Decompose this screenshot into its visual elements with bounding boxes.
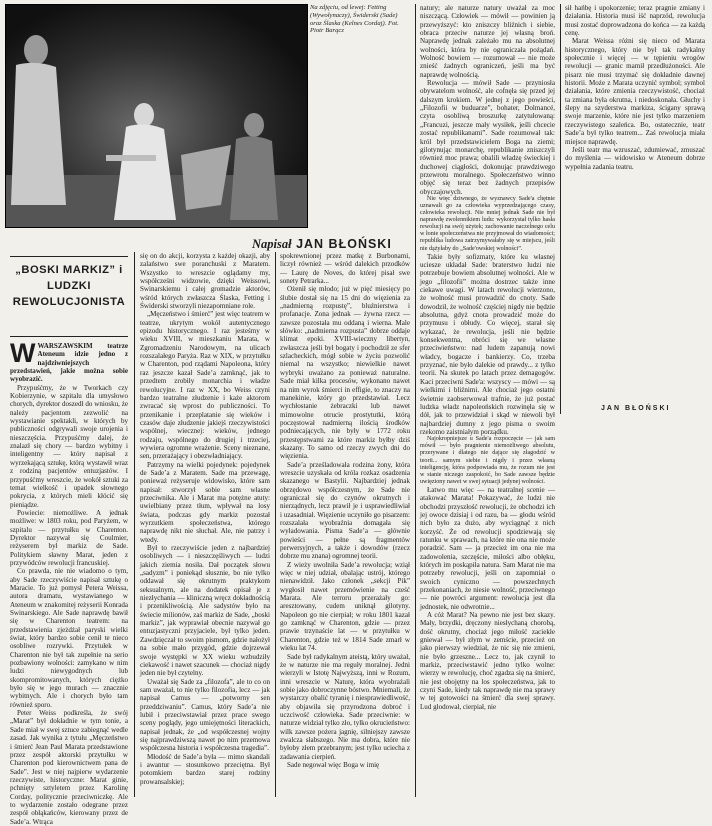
paragraph: Sade’a prześladowała rodzina żony, która wreszcie uzyskała od króla rozkaz osadzenia skazanego w Bastylii. Najbardziej jednak obrzędowo współczesnym, że Sade nie ograniczał się do czynów okrutnych i nierządnych, lecz prawił je i usprawiedliwiał i uzasadniał. Więzienie uczyniło go pisarzem: rozszalała wyobraźnia domagała się wyładowania. Pisma Sade’a — głównie powieści — pełne są fragmentów perwersyjnych, a także i dowodów (rzecz dobrze mu znana) ogromnej teorii. bbox=[280, 460, 410, 561]
article-column-3 bbox=[280, 252, 410, 797]
paragraph: Ożenił się młodo; już w pięć miesięcy po ślubie dostał się na 15 dni do więzienia za „nadmierną rozpustę”, bluźnierstwa i profanacje. Zona jednak — żywna rzecz — zawsze pozostała mu oddaną i wierna. Male słówko: „nadmierna rozpusta” dobrze oddaje klimat epoki. XVIII-wieczny libertyn, zwłaszcza jeśli był bogaty i pochodził ze sfer szlacheckich, mógł sobie w życiu pozwolić niemal na wszystko; niewielkie nawet wybryki uważano za ponieważ naturalne. Sade miał kilka procesów, wykonano nawet na nim wyrok śmierci in effigie, to znaczy na manekinie, który go przedstawiał. Lecz wychłostanie żebraczki lub nawet mimowolne otrucie prostytutki, którą poczęstował nadmierną ilością środków podniecających, nie były w 1772 roku przestępstwami za które markiz byłby dziś skazany. To samo od rzeczy zwych dni do więzienia. bbox=[280, 285, 410, 461]
headline-rule-top bbox=[10, 256, 128, 257]
column-divider bbox=[275, 252, 276, 797]
paragraph: A cóż Marat? Na pewno nie jest bez skazy. Mały, brzydki, dręczony niesłychaną chorobą, dość okrutny, chociaż jego miłość zaciekłe gniewał — był złym w zemście, przecież on jako pierwszy wiedział, że nic się nie zmieni, nie było grzeszne... Lecz to, jak czynił to markiz, przeciwstawić jedno tylko wolne: wierzy w rewolucję, choć zgadza się na śmierć, nie jest obojętny na los społeczeństwa, jak to czyni Sade, kiedy tak naprawdę nie ma sprawy w tej gotowości na śmierć dla swej sprawy. Lud głodował, cierpiał, nie bbox=[420, 611, 555, 711]
paragraph: Co prawda, nie nie wiadomo o tym, aby Sade rzeczywiście napisał sztukę o Maracie. To już pomysł Petera Weissa, autora dramatu, wystawianego w Ateneum w znakomitej reżyserii Konrada Swinarskiego. Ale Sade naprawdę bawił się w Charenton teatrem: na przedstawienia zjeżdżał paryski wielki świat, który bardzo sobie cenił te nieco osobliwe rozrywki. Przytułek w Charenton nie był tak zupełnie na serio pozbawiony wolności: zamykano w nim ludzi niewygodnych lub skompromitowanych, których ciężko było się w jego murach — znacznie wybitnych. Ale i chorych było tam również sporo. bbox=[10, 567, 128, 709]
paragraph: Patrzymy na wielki pojedynek: pojedynek de Sade’a z Maratem. Sade ma przewagę, ponieważ reżyseruje widowisko, które sam napisał: stworzył sobie sam własne przeciwnika. Ale i Marat ma potężne atuty: uwielbiany przez tłum, wpływał na losy świata, podczas gdy markiz pozostał wyrzutkiem społeczeństwa, którego naprawdę nikt nie słuchał. Ale, nie patrzy i wtedy. bbox=[140, 460, 270, 544]
byline-author: JAN BŁOŃSKI bbox=[296, 237, 392, 251]
paragraph: Młodość de Sade’a była — mimo skandali i awantur — stosunkowo przeciętna. Był potomkiem bardzo starej rodziny prowansalskiej; bbox=[140, 752, 270, 786]
scene-photo-image bbox=[6, 5, 307, 227]
dropcap: W bbox=[10, 338, 36, 368]
article-column-4 bbox=[420, 4, 555, 797]
column-divider bbox=[134, 252, 135, 797]
paragraph-small: Najokropniejsze u Sade'a rozpoczęcie — jak sam mówił — było pragnienie niemożliwego absolutu, przerywane i dlatego nie dające się złagodzić w teorii... samym siebie i nigdy i przez własną inteligencję, która podpowiada mu, że rozum nie jest w stanie niczego zaspokoić, bo Sade zawsze będzie uwięziony nawet w swej sytuacji jedynej wolności. bbox=[420, 436, 555, 485]
byline bbox=[252, 237, 392, 252]
article-column-2 bbox=[140, 252, 270, 797]
photo-caption: Na zdjęciu, od lewej: Fetting (Wywołynaczy), Świderski (Sade) oraz Ślaska (Kelnes Cordaj). Fot. Piotr Barącz bbox=[310, 4, 399, 35]
paragraph: „Męczeństwo i śmierć” jest więc teatrem w teatrze, ukrytym wokół autentycznego epizodu historycznego. I raz jesteśmy w wieku XVIII, w mieszkaniu Marata, w Zgromadzeniu Narodowym, na ulicach rozszalałego Paryża. Raz w XIX, w przytułku w Charenton, pod rządami Napoleona, który raz jeszcze kazał Sade’a zamknąć, jak to przedtem zrobiły monarchia i władze rewolucyjne. I raz w XX, bo Weiss czyni bardzo teatralne złudzenie i każe aktorom zwracać się wprost do publiczności. To przenikanie i przeplatanie się wieków i czasów daje złudzenie jakiejś rzeczywistości wspólnej, wiecznej: wieków, jednego rodzaju, wspólnego do drugiej i trzeciej, wywiera ogromne wrażenie. Sceny nieznane, sen, przerażający i obezwładniający. bbox=[140, 310, 270, 461]
paragraph: sił hańbę i upokorzenie; teraz pragnie zmiany i działania. Historia musi iść naprzód, rewolucja musi zostać doprowadzona do końca — za każdą cenę. bbox=[565, 4, 705, 38]
paragraph: Jeśli teatr ma wzruszać, zdumiewać, zmuszać do myślenia — widowisko w Ateneum dobrze wypełnia zadania teatru. bbox=[565, 145, 705, 171]
paragraph: Uważał się Sade za „filozofa”, ale to co on sam uważał, to nie tylko filozofia, lecz — jak napisał Camus — „potworny sen przeddziwaniu”. Camus, który Sade’a nie lubił i przeciwstawiał przez prace swego sceny poglądy, jego umiejętności literackich, napisał jednak, że „od współczesnej wojny się najprawdziwszą nawet po nim przemowa współczesna historia i współczesna tragedia”. bbox=[140, 677, 270, 753]
paragraph-small: Nie więc dziwnego, że wyznawcy Sade'a chętnie uznawali go za człowieka wyprzedzającego czasy, człowieka rewolucji. Nie mniej jednak Sade nie był naprawdę zwolennikiem ludu: wykorzystał tylko hasła rewolucji na swój użytek; zachowanie naczelnego celu w łonie społeczeństwa nie przyjmował do wiadomości; republika ludowa zatrzymywałaby się w miejscu, jeśli nie dążyłaby do „Sade'owskiej wolności”. bbox=[420, 195, 555, 252]
paragraph: Łatwo mu więc — na teatralnej scenie — atakować Marata! Pokazywać, że ludzi nie obchodzi przyszłość rewolucji, że obchodzi ich jej owoce dzisiaj i od razu, ba — głodu wśród nich było za dużo, aby wyciągnąć z nich korzyść. Że od rewolucji spodziewają się ratunku w sprawach, na które nie ona nie może poradzić. Sam — ja przecież im ona nie ma zadowolenia, szczęście, miłości albo obłęku, których im poskąpiła natura. Sam Marat nie ma potrzeby rewolucji, jeśli on zapomniał o swoich cyniczno — powszechnych przekonaniach, że niesie wolność, przeciwnego — nie powróci argument: rewolucja jest dla jednostek, nie odwrotnie... bbox=[420, 485, 555, 611]
paragraph: Przypuśćmy, że w Tworkach czy Kobierzynie, w szpitalu dla umysłowo chorych, dyrektor doszedł do wniosku, że należy pacjentom zezwolić na wystawianie spektakli, w których by publiczności odgrywali swoje urojenia i nieszczęścia. Przypuśćmy dalej, że znalazł się chory — bardzo wybitny i inteligentny — który napisał z wyrzekającą sztukę, którą wystawił wraz z rodziną pacjentów entuzjastów. I przypuśćmy wreszcie, że wokół sztuki za temat wielkość i upadek słownego pokrycia, z których mieli kłócić się pieniądze. bbox=[10, 383, 128, 509]
paragraph: Rewolucja — mówił Sade — przyniosła obywatelom wolność, ale cofnęła się przed jej dalszym krokiem. W jednej z jego powieści, „Filozofii w buduarze”, bohater, Dolmancé, czyta osobliwą broszurkę zatytułowaną: „Francuzi, jeszcze mały wysiłek, jeśli chcecie zostać republikanami”. Sade rozumował tak: król był przedstawicielem Boga na ziemi; gilotynując monarchę, republikanie zniszczyli również moc prawa; obalili władzę świeckiej i duchowej ciągłości, dokonując prawdziwego przewrotu moralnego. Społeczeństwo winno objęć się teraz bez żadnych przepisów obyczajowych. bbox=[420, 79, 555, 196]
headline-rule-bottom bbox=[10, 336, 128, 337]
paragraph: natury; ale naturze natury uważał za moc niszczącą. Człowiek — mówił — powinien ją przewyższyć: kto zniszczy bliźnich i siebie, obraca przeciw naturze jej własną broń. Naprawdę jednak zależało mu na absolutnej wolności, która by nie ograniczała pożądań. Wolność bowiem — rozumował — nie może znieść żadnych ograniczeń, jeśli ma być naprawdę wolnością. bbox=[420, 4, 555, 79]
paragraph: Peter Weiss podkreśla, że swój „Marat” był dokładnie w tym tonie, a Sade miał w swej sztuce zabiegnąć wedle zasad. Jak wynika z tytułu „Męczeństwo i śmierć Jean Paul Marata przedstawione przez zespół aktorski przytułku w Charenton pod kierownictwem pana de Sade”. Jest w niej najpierw wydarzenie rzeczywiste, historyczne: Marat ginie, pchnięty sztyletem przez Karolinę Corday, politycznie przeciwniczkę. Ale to wydarzenie zostało odegrane przez zespół obłąkańców, kierowany przez de Sade’a. Wtrąca bbox=[10, 709, 128, 826]
paragraph: Takie były sofizmaty, które ku własnej uciesze układał Sade: braterstwo ludzi nie potrzebuje bowiem absolutnej wolności. Ale w jego „filozofii” można dostrzec także inne ciekawe uwagi. W latach rewolucji wierzono, że wolność musi prowadzić do cnoty. Sade dowodził, że wolność częściej nigdy nie będzie absolutna, gdyż cnota prowadzić może do przymusu i obłudy. Co więcej, starał się wykazać, że rewolucja, jeśli nie będzie konsekwentna, obróci się we własne przeciwieństwo: nad ludem zapanują nowi władcy, bogacze i bankierzy. Co, trzeba przyznać, nie było dalekie od prawdy... z tylko teorii. Na skutek po latach przez demagogów. Kaci przeciwni Sade'a: wszyscy — mówi — są wielkimi i bliźnimi. Ale chociaż jego ostatni świetnie zaobserwował trafnie, że już postać ludzka władz napoleońskich rozwinęła się w dół, jak to przewidział i skąd w niewoli był najbardziej dumny z jego pisma o swoim rzekomo zaistniałym porządku. bbox=[420, 252, 555, 436]
lead-text: WARSZAWSKIM teatrze Ateneum idzie jedno z najdziwniejszych przedstawień, jakie można sobie wyobrazić. bbox=[10, 342, 128, 384]
paragraph: Był to rzeczywiście jeden z najbardziej osobliwych — i nieszczęśliwych — ludzi jakich ziemia nosiła. Dał początek słowu „sadyzm” i poniekąd słusznie, bo nie tylko oddawał się okrutnym praktykom seksualnym, ale na dodatek opisał je z niezłychania — kliniczną wręcz dokładnością i przenikliwością. Ale sadystów było na świecie milionów, zaś markiz de Sade, „boski markiz”, jak wyprawiał obecnie nazywał go entuzjastyczni przyjaciele, był tylko jeden. Zawdzięczał to swoim pismom, gdzie nałożył na sobie mało przygód, gdzie dojrzewał swoje występki w XX wieku wzbudziły ciekawość i nawet szacunek — chociaż nigdy jeden nie był czytelny. bbox=[140, 544, 270, 678]
paragraph: Z wieży uwolniła Sade’a rewolucja; wziął więc w niej udział, obalając ustrój, którego nienawidził. Jako członek „sekcji Pik” wygłosił nawet przemówienie na cześć Marata. Ale terroru przerażały go: aresztowany, cudem uniknął gilotyny. Napoleon go nie cierpiał; w roku 1801 kazał go zamknąć w Charenton, gdzie — przez prawie trzynaście lat — w przytułku w Charenton, gdzie też w 1814 Sade zmarł w wieku lat 74. bbox=[280, 560, 410, 653]
lead-paragraph bbox=[10, 338, 128, 384]
paragraph: Powiecie: niemożliwe. A jednak możliwe: w 1803 roku, pod Paryżem, w szpitalu — przytułku w Charenton. Dyrektor nazywał się Coulmier, reżyserem był markiz de Sade. Politykiem sławny Marat, jeden z przywódców rewolucji francuskiej. bbox=[10, 508, 128, 567]
paragraph: Marat Weissa różni się nieco od Marata historycznego, który nie był tak radykalny społecznie i więcej — w tępieniu wrogów rewolucji — granic mamił przedłużoności. Ale pisarz nie musi trzymać się dokładnie dawnej historii. Może z Marata uczynić symbol; symbol działania, które zmienia rzeczywistość, chociaż ta zmiana była okrutna, i niedoskonała. Głuchy i ślepy na szyderstwa markiza, ścigany sprawą swoje marzenie, które nie jest tylko marzeniem rzeczywistego szaleńca. Bo, ostatecznie, teatr Sade’a był tylko teatrem... Zaś rewolucja miała miejsce naprawdę. bbox=[565, 37, 705, 146]
paragraph: Sade był radykalnym ateistą, który uważał, że w naturze nie ma reguły moralnej. Jedni wierzyli w Istotę Najwyższą, inni w Rozum, inni wreszcie w Naturę, która wyobrażali sobie jako dobroczynne bóstwo. Mniemali, że wystarczy obalić tyranię i niesprawiedliwość, aby objawiła się przyrodzona dobroć i uczciwość człowieka. Sade przeciwnie: w naturze widział tylko zło, tylko okrucieństwo: wilk zawsze pożera jagnię, silniejszy zawsze zwalcza słabszego. Nie ma dobra, które nie byłoby złem przebranym; jest tylko uciecha z zadawania cierpień. bbox=[280, 652, 410, 761]
article-signature: JAN BŁOŃSKI bbox=[601, 405, 671, 412]
byline-prefix: Napisał bbox=[252, 237, 292, 251]
paragraph: spokrewnionej przez matkę z Burbonami, liczył również — wśród dalekich przodków — Laurę de Noves, do której pisał swe sonety Petrarka... bbox=[280, 252, 410, 286]
article-column-5 bbox=[565, 4, 705, 402]
article-column-1 bbox=[10, 338, 128, 826]
headline: „BOSKI MARKIZ” i LUDZKI REWOLUCJONISTA bbox=[12, 264, 126, 308]
scene-photo bbox=[5, 4, 308, 228]
column-divider bbox=[415, 4, 416, 797]
paragraph: się on do akcji, korzysta z każdej okazji, aby zalaństwo swe poranchuski z Maratem. Wszystko to wreszcie oglądamy my, współcześni widzowie, dzięki Weissowi, Swinarskiemu i całej gromadzie aktorów, wśród których zwłaszcza Ślaska, Fetting i Świderski stworzyli niezapomniane role. bbox=[140, 252, 270, 311]
paragraph: Sade negował więc Boga w imię bbox=[287, 760, 380, 769]
column-divider bbox=[560, 4, 561, 414]
